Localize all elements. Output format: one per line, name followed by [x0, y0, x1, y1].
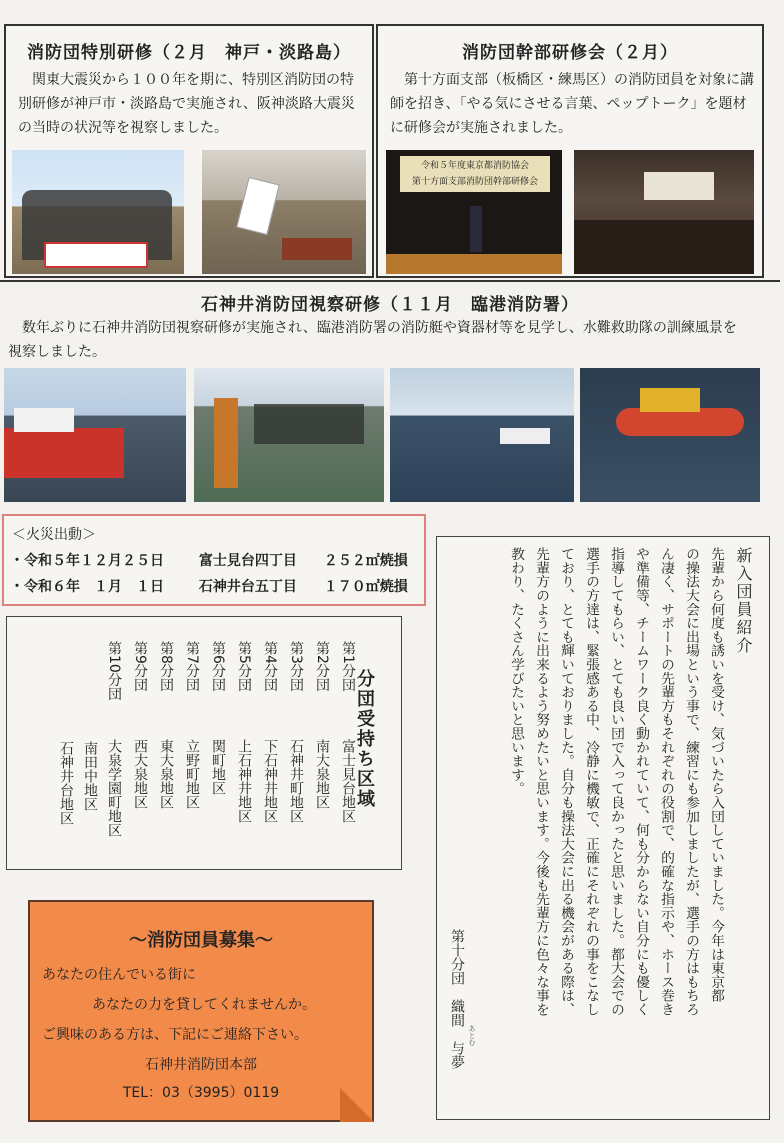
leader-training-body: 第十方面支部（板橋区・練馬区）の消防団員を対象に講師を招き、「やる気にさせる言葉、ペップトーク」を題材に研修会が実施されました。 — [390, 72, 754, 136]
fire-place: 石神井台五丁目 — [198, 579, 297, 595]
special-training-section — [4, 24, 374, 278]
district-area: 立野町地区 — [184, 739, 200, 809]
district-row — [155, 641, 177, 809]
new-member-line: 教わり、たくさん学びたいと思います。 — [508, 547, 524, 796]
fire-area: ２５２㎡焼損 — [323, 553, 408, 569]
new-member-line: 先輩から何度も誘いを受け、気づいたら入団していました。今年は東京都 — [708, 547, 724, 1003]
district-area: 西大泉地区 — [132, 739, 148, 809]
district-row — [181, 641, 203, 809]
inspection-title: 石神井消防団視察研修（１１月 臨港消防署） — [201, 295, 579, 315]
district-unit: 第7分団 — [184, 641, 200, 692]
new-member-line: 指導してもらい、とても良い団で入って良かったと思いました。都大会での — [608, 547, 624, 1017]
group-photo-kobe — [12, 150, 184, 274]
district-unit: 第10分団 — [106, 641, 122, 701]
district-area: 南大泉地区 — [314, 739, 330, 809]
fireboat-photo — [4, 368, 186, 502]
stage-banner-line2: 第十方面支部消防団幹部研修会 — [411, 177, 538, 187]
page-curl — [340, 1088, 374, 1122]
district-unit: 第1分団 — [340, 641, 356, 692]
district-area: 南田中地区 — [82, 741, 98, 811]
district-row — [285, 641, 307, 823]
recruit-line2: あなたの力を貸してくれませんか。 — [92, 997, 316, 1013]
district-row — [233, 641, 255, 823]
earthquake-ruins-photo — [202, 150, 366, 274]
new-member-signature-ruby: あとむ — [468, 1025, 476, 1046]
inspection-body: 数年ぶりに石神井消防団視察研修が実施され、臨港消防署の消防艇や資器材等を見学し、水難救助隊の訓練風景を視察しました。 — [8, 320, 737, 360]
district-row — [79, 741, 101, 811]
auditorium-photo — [574, 150, 754, 274]
district-row — [337, 641, 359, 823]
stage-banner-line1: 令和５年度東京都消防協会 — [420, 161, 529, 171]
fire-place: 富士見台四丁目 — [198, 553, 297, 569]
recruit-line3: ご興味のある方は、下記にご連絡下さい。 — [42, 1027, 308, 1043]
district-area: 東大泉地区 — [158, 739, 174, 809]
new-member-line: や準備等、チームワーク良く動かれていて、何も分からない自分にも優しく — [633, 547, 649, 1017]
water-rescue-photo — [580, 368, 760, 502]
district-row — [103, 641, 125, 837]
fire-dispatch-row — [10, 576, 408, 596]
recruit-title: 〜消防団員募集〜 — [129, 930, 273, 951]
district-area: 石神井町地区 — [288, 739, 304, 823]
fire-dispatch-section — [2, 514, 426, 606]
new-member-signature-unit: 第十分団 — [449, 929, 465, 985]
districts-title: 分団受持ち区域 — [354, 669, 375, 809]
recruit-line1: あなたの住んでいる街に — [42, 967, 196, 983]
districts-section — [6, 616, 402, 870]
district-unit: 第6分団 — [210, 641, 226, 692]
district-row — [259, 641, 281, 823]
fire-dispatch-row — [10, 550, 408, 570]
fire-date: ・令和５年１２月２５日 — [10, 553, 164, 569]
equipment-deck-photo — [194, 368, 384, 502]
recruit-tel[interactable]: TEL：03（3995）0119 — [122, 1085, 280, 1101]
district-row — [207, 641, 229, 795]
district-area: 富士見台地区 — [340, 739, 356, 823]
district-unit: 第9分団 — [132, 641, 148, 692]
new-member-line: 選手の方達は、緊張感ある中、冷静に機敏で、正確にそれぞれの事をこなし — [583, 547, 599, 1017]
inspection-section — [0, 280, 780, 508]
district-area: 関町地区 — [210, 739, 226, 795]
new-member-line: の操法大会に出場という事で、練習にも参加しましたが、選手の方はもちろ — [683, 547, 699, 1017]
district-row — [55, 741, 77, 825]
leader-training-title: 消防団幹部研修会（２月） — [462, 43, 678, 63]
district-area: 上石神井地区 — [236, 739, 252, 823]
new-member-line: ており、とても輝いておりました。自分も操法大会に出る機会がある際は、 — [558, 547, 574, 1017]
district-area: 大泉学園町地区 — [106, 739, 122, 837]
recruit-org: 石神井消防団本部 — [145, 1057, 257, 1073]
fire-area: １７０㎡焼損 — [323, 579, 408, 595]
special-training-title: 消防団特別研修（２月 神戸・淡路島） — [27, 43, 351, 63]
new-member-signature-name: 織間 与夢 — [449, 999, 465, 1069]
recruit-section — [28, 900, 374, 1122]
new-member-line: 先輩方のように出来るよう努めたいと思います。今後も先輩方に色々な事を — [533, 547, 549, 1017]
district-unit: 第3分団 — [288, 641, 304, 692]
harbor-boat-photo — [390, 368, 574, 502]
district-unit: 第5分団 — [236, 641, 252, 692]
district-unit: 第4分団 — [262, 641, 278, 692]
district-area: 下石神井地区 — [262, 739, 278, 823]
fire-dispatch-heading: ＜火災出動＞ — [12, 527, 96, 543]
special-training-body: 関東大震災から１００年を期に、特別区消防団の特別研修が神戸市・淡路島で実施され、阪神淡路大震災の当時の状況等を視察しました。 — [18, 72, 355, 136]
leader-training-section — [376, 24, 764, 278]
district-row — [129, 641, 151, 809]
district-unit: 第8分団 — [158, 641, 174, 692]
fire-date: ・令和６年 １月 １日 — [10, 579, 164, 595]
new-member-section — [436, 536, 770, 1120]
new-member-title: 新入団員紹介 — [734, 547, 753, 655]
new-member-line: ん凄く、サポートの先輩方もそれぞれの役割で、的確な指示や、ホース巻き — [658, 547, 674, 1017]
training-stage-photo — [386, 150, 562, 274]
district-area: 石神井台地区 — [58, 741, 74, 825]
district-row — [311, 641, 333, 809]
district-unit: 第2分団 — [314, 641, 330, 692]
